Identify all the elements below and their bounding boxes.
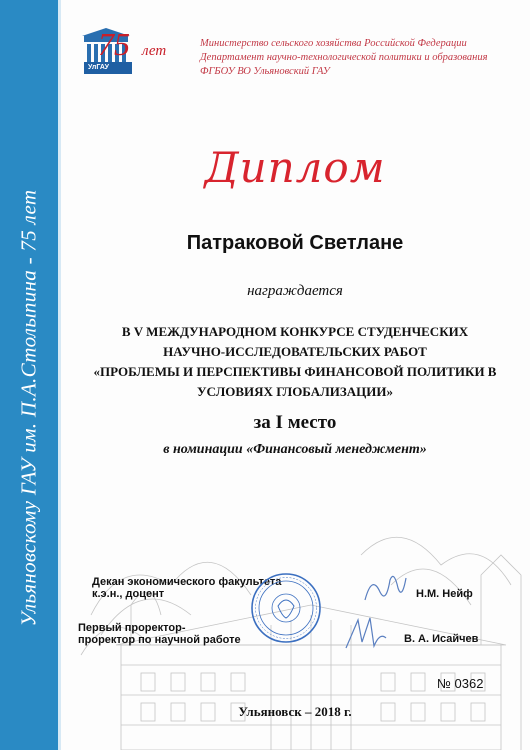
contest-line: НАУЧНО-ИССЛЕДОВАТЕЛЬСКИХ РАБОТ bbox=[163, 344, 427, 359]
signatory-1-name: Н.М. Нейф bbox=[416, 588, 473, 600]
place-award: за I место bbox=[253, 412, 337, 433]
anniversary-word: лет bbox=[142, 43, 167, 59]
city-year: Ульяновск – 2018 г. bbox=[238, 704, 352, 719]
official-seal-icon bbox=[250, 572, 322, 644]
anniversary-number: 75 bbox=[98, 26, 130, 62]
signatory-2-title: Первый проректор- bbox=[78, 622, 186, 634]
signatory-1-degree: к.э.н., доцент bbox=[92, 588, 165, 600]
ministry-line: ФГБОУ ВО Ульяновский ГАУ bbox=[200, 66, 330, 77]
diploma-number: № 0362 bbox=[437, 676, 484, 691]
sidebar-vertical-text: Ульяновскому ГАУ им. П.А.Столыпина - 75 лет bbox=[16, 189, 41, 627]
ministry-line: Департамент научно-технологической политики и образования bbox=[200, 52, 488, 63]
ministry-header bbox=[200, 37, 520, 79]
ministry-line: Министерство сельского хозяйства Российской Федерации bbox=[200, 38, 467, 49]
contest-description bbox=[60, 322, 530, 402]
signatory-1-title: Декан экономического факультета bbox=[92, 576, 282, 588]
nomination-text: в номинации «Финансовый менеджмент» bbox=[163, 442, 427, 457]
diploma-title: Диплом bbox=[204, 143, 386, 192]
recipient-name: Патраковой Светлане bbox=[186, 232, 404, 254]
logo-label: УлГАУ bbox=[88, 64, 110, 71]
signatory-2-position bbox=[78, 622, 241, 646]
signatory-2-name: В. А. Исайчев bbox=[404, 633, 479, 645]
contest-line: В V МЕЖДУНАРОДНОМ КОНКУРСЕ СТУДЕНЧЕСКИХ bbox=[121, 324, 469, 339]
signatory-2-role: проректор по научной работе bbox=[78, 634, 241, 646]
signature-2-icon bbox=[340, 612, 390, 654]
contest-line: УСЛОВИЯХ ГЛОБАЛИЗАЦИИ» bbox=[196, 384, 393, 399]
contest-line: «ПРОБЛЕМЫ И ПЕРСПЕКТИВЫ ФИНАНСОВОЙ ПОЛИТИКИ В bbox=[93, 364, 497, 379]
signature-1-icon bbox=[360, 568, 410, 608]
awarded-text: награждается bbox=[247, 283, 343, 299]
